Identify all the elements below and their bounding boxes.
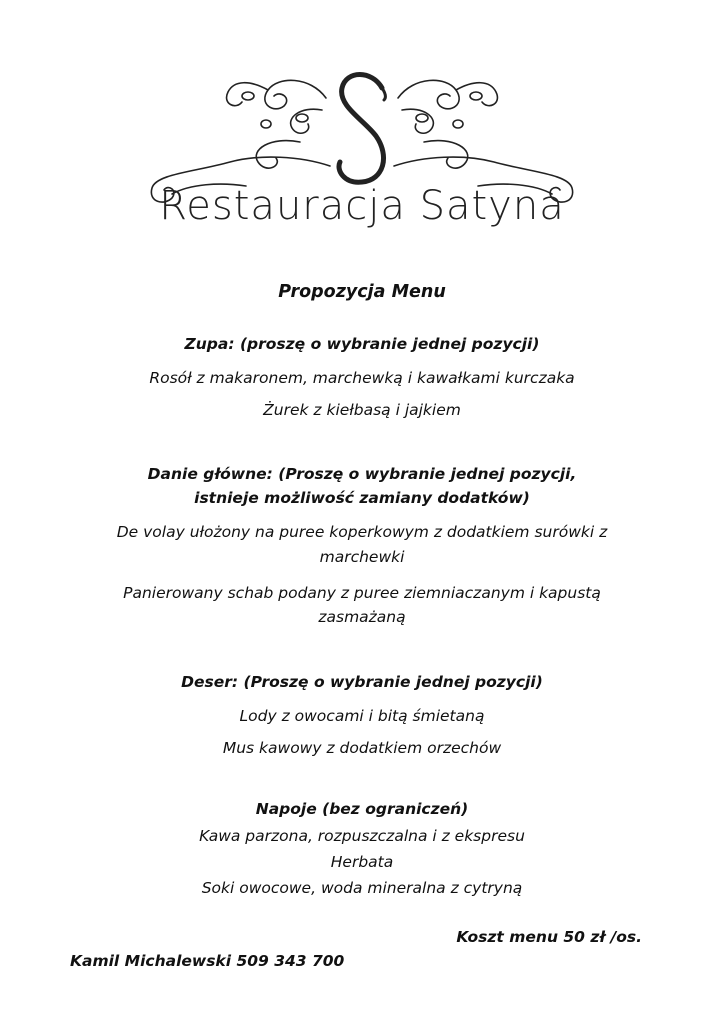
main-item: De volay ułożony na puree koperkowym z dodatkiem surówki z	[116, 523, 608, 541]
dessert-item: Mus kawowy z dodatkiem orzechów	[222, 739, 502, 757]
drinks-item: Soki owocowe, woda mineralna z cytryną	[201, 879, 523, 897]
soup-heading: Zupa: (proszę o wybranie jednej pozycji)	[184, 335, 540, 353]
main-heading: Danie główne: (Proszę o wybranie jednej pozycji,	[147, 465, 577, 483]
drinks-item: Kawa parzona, rozpuszczalna i z ekspresu	[199, 827, 525, 845]
logo-brand-name: Restauracja Satyna	[159, 183, 565, 229]
main-item: zasmażaną	[318, 608, 406, 626]
dessert-item: Lody z owocami i bitą śmietaną	[239, 707, 485, 725]
main-item: Panierowany schab podany z puree ziemniaczanym i kapustą	[123, 584, 601, 602]
contact-info: Kamil Michalewski 509 343 700	[70, 952, 345, 970]
soup-item: Żurek z kiełbasą i jajkiem	[263, 401, 461, 419]
drinks-heading: Napoje (bez ograniczeń)	[255, 800, 469, 818]
menu-price: Koszt menu 50 zł /os.	[456, 928, 642, 946]
drinks-item: Herbata	[330, 853, 394, 871]
main-item: marchewki	[319, 548, 405, 566]
dessert-heading: Deser: (Proszę o wybranie jednej pozycji)	[181, 673, 543, 691]
main-heading: istnieje możliwość zamiany dodatków)	[194, 489, 530, 507]
soup-item: Rosół z makaronem, marchewką i kawałkami kurczaka	[149, 369, 575, 387]
menu-title: Propozycja Menu	[278, 282, 446, 302]
